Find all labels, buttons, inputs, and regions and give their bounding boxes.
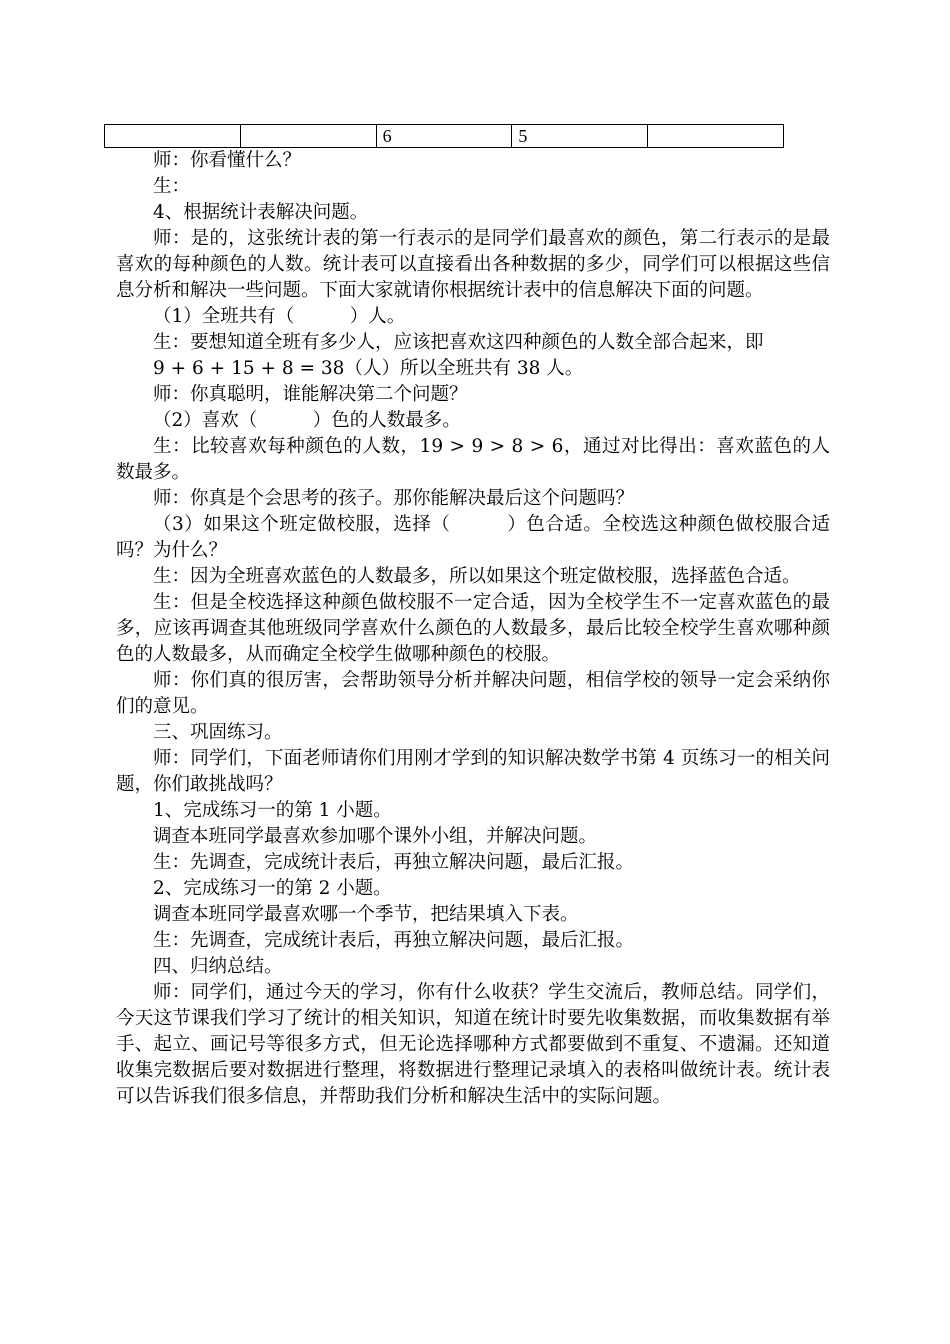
paragraph: 三、巩固练习。: [153, 722, 283, 743]
paragraph: 调查本班同学最喜欢参加哪个课外小组，并解决问题。: [153, 826, 598, 847]
table-cell: [105, 125, 241, 148]
table-row: [105, 125, 784, 148]
table-cell: 5: [512, 125, 648, 148]
paragraph: 生：要想知道全班有多少人，应该把喜欢这四种颜色的人数全部合起来，即: [153, 332, 764, 353]
paragraph: 师：同学们，下面老师请你们用刚才学到的知识解决数学书第 4 页练习一的相关问题，你们敢挑战吗？: [116, 748, 830, 795]
paragraph: 师：是的，这张统计表的第一行表示的是同学们最喜欢的颜色，第二行表示的是最喜欢的每种颜色的人数。统计表可以直接看出各种数据的多少，同学们可以根据这些信息分析和解决一些问题。下面大家就请你根据统计表中的信息解决下面的问题。: [116, 228, 830, 301]
paragraph: 师：你真聪明，谁能解决第二个问题？: [153, 384, 468, 405]
paragraph: 2、完成练习一的第 2 小题。: [153, 878, 392, 899]
paragraph: （2）喜欢（ ）色的人数最多。: [153, 410, 461, 431]
table-cell: [240, 125, 376, 148]
paragraph: 9 + 6 + 15 + 8 = 38（人）所以全班共有 38 人。: [153, 358, 584, 379]
table-cell: 6: [376, 125, 512, 148]
paragraph: 调查本班同学最喜欢哪一个季节，把结果填入下表。: [153, 904, 579, 925]
paragraph: （1）全班共有（ ）人。: [153, 306, 406, 327]
lesson-text: [116, 148, 830, 1110]
paragraph: 4、根据统计表解决问题。: [153, 202, 369, 223]
paragraph: 生：比较喜欢每种颜色的人数，19 > 9 > 8 > 6，通过对比得出：喜欢蓝色的人数最多。: [116, 436, 830, 483]
paragraph: 生：因为全班喜欢蓝色的人数最多，所以如果这个班定做校服，选择蓝色合适。: [153, 566, 801, 587]
paragraph: 师：同学们，通过今天的学习，你有什么收获？学生交流后，教师总结。同学们，今天这节课我们学习了统计的相关知识，知道在统计时要先收集数据，而收集数据有举手、起立、画记号等很多方式，但无论选择哪种方式都要做到不重复、不遗漏。还知道收集完数据后要对数据进行整理，将数据进行整理记录填入的表格叫做统计表。统计表可以告诉我们很多信息，并帮助我们分析和解决生活中的实际问题。: [116, 982, 830, 1107]
paragraph: 师：你看懂什么？: [153, 150, 302, 171]
paragraph: 1、完成练习一的第 1 小题。: [153, 800, 392, 821]
paragraph: 生：: [153, 176, 191, 197]
paragraph: 生：但是全校选择这种颜色做校服不一定合适，因为全校学生不一定喜欢蓝色的最多，应该再调查其他班级同学喜欢什么颜色的人数最多，最后比较全校学生喜欢哪种颜色的人数最多，从而确定全校学生做哪种颜色的校服。: [116, 592, 830, 665]
paragraph: 四、归纳总结。: [153, 956, 283, 977]
statistics-table-row: [104, 124, 784, 148]
paragraph: 生：先调查，完成统计表后，再独立解决问题，最后汇报。: [153, 852, 635, 873]
paragraph: 师：你们真的很厉害，会帮助领导分析并解决问题，相信学校的领导一定会采纳你们的意见。: [116, 670, 830, 717]
table-cell: [648, 125, 784, 148]
paragraph: 生：先调查，完成统计表后，再独立解决问题，最后汇报。: [153, 930, 635, 951]
paragraph: 师：你真是个会思考的孩子。那你能解决最后这个问题吗？: [153, 488, 635, 509]
paragraph: （3）如果这个班定做校服，选择（ ）色合适。全校选这种颜色做校服合适吗？为什么？: [116, 514, 830, 561]
